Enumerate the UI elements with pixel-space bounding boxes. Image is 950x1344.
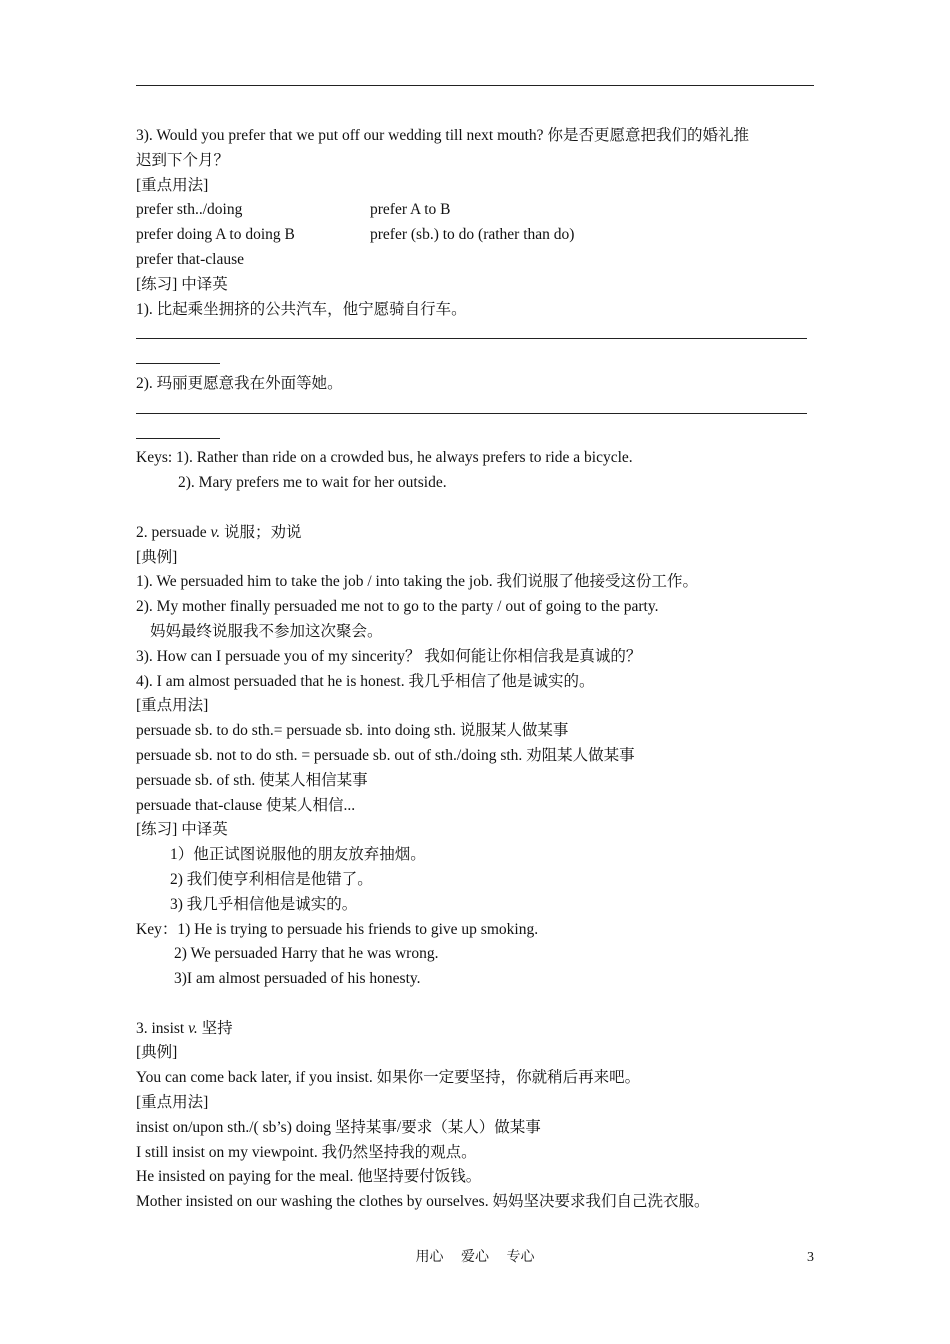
keys-line: Key：1) He is trying to persuade his friends to give up smoking.	[136, 920, 539, 938]
spacer	[136, 992, 820, 1017]
usage-row: insist on/upon sth./( sb’s) doing 坚持某事/要求（某人）做某事	[136, 1118, 541, 1136]
usage-heading: [重点用法]	[136, 697, 209, 715]
usage-heading: [重点用法]	[136, 176, 209, 194]
examples-heading: [典例]	[136, 548, 178, 566]
example-3: 3). Would you prefer that we put off our wedding till next mouth? 你是否更愿意把我们的婚礼推	[136, 127, 749, 144]
exercise-item: 1). 比起乘坐拥挤的公共汽车，他宁愿骑自行车。	[136, 300, 467, 318]
keys-line: Keys: 1). Rather than ride on a crowded bus, he always prefers to ride a bicycle.	[136, 449, 633, 467]
usage-row: persuade sb. of sth. 使某人相信某事	[136, 771, 368, 789]
examples-heading: [典例]	[136, 1044, 178, 1062]
spacer	[136, 496, 820, 521]
page-footer	[136, 1248, 814, 1268]
example-3-continued: 迟到下个月？	[136, 151, 230, 169]
section-title-persuade: 2. persuade v. 说服；劝说	[136, 523, 302, 541]
usage-row: Mother insisted on our washing the clothes by ourselves. 妈妈坚决要求我们自己洗衣服。	[136, 1193, 710, 1211]
example-translation: 妈妈最终说服我不参加这次聚会。	[150, 622, 383, 640]
example-item: 1). We persuaded him to take the job / into taking the job. 我们说服了他接受这份工作。	[136, 573, 698, 591]
keys-line: 2). Mary prefers me to wait for her outside.	[178, 474, 447, 492]
example-item: You can come back later, if you insist. 如果你一定要坚持，你就稍后再来吧。	[136, 1069, 641, 1087]
exercise-item: 2) 我们使亨利相信是他错了。	[170, 870, 373, 888]
header-rule	[136, 85, 814, 86]
exercise-item: 1）他正试图说服他的朋友放弃抽烟。	[170, 846, 426, 864]
page-number: 3	[807, 1250, 814, 1265]
usage-row: I still insist on my viewpoint. 我仍然坚持我的观点。	[136, 1143, 477, 1161]
answer-blank-line[interactable]	[136, 322, 820, 347]
usage-row: prefer sth../doing prefer A to B	[136, 201, 451, 219]
example-item: 3). How can I persuade you of my sincerity？ 我如何能让你相信我是真诚的？	[136, 647, 642, 665]
usage-row: persuade sb. not to do sth. = persuade sb. out of sth./doing sth. 劝阻某人做某事	[136, 746, 635, 764]
keys-line: 3)I am almost persuaded of his honesty.	[174, 970, 421, 988]
exercise-item: 2). 玛丽更愿意我在外面等她。	[136, 374, 343, 392]
usage-row: prefer that-clause	[136, 250, 245, 268]
usage-heading: [重点用法]	[136, 1094, 209, 1112]
footer-motto: 用心 爱心 专心	[415, 1250, 535, 1265]
exercise-item: 3) 我几乎相信他是诚实的。	[170, 895, 358, 913]
example-item: 4). I am almost persuaded that he is honest. 我几乎相信了他是诚实的。	[136, 672, 595, 690]
answer-blank-line[interactable]	[136, 397, 820, 422]
usage-row: prefer doing A to doing B prefer (sb.) to do (rather than do)	[136, 226, 575, 244]
example-item: 2). My mother finally persuaded me not to go to the party / out of going to the party.	[136, 598, 659, 616]
section-title-insist: 3. insist v. 坚持	[136, 1019, 233, 1037]
exercise-heading: [练习] 中译英	[136, 275, 228, 293]
document-body	[136, 124, 820, 1215]
usage-row: persuade that-clause 使某人相信...	[136, 796, 356, 814]
answer-blank-line[interactable]	[136, 347, 820, 372]
exercise-heading: [练习] 中译英	[136, 821, 228, 839]
answer-blank-line[interactable]	[136, 422, 820, 447]
keys-line: 2) We persuaded Harry that he was wrong.	[174, 945, 439, 963]
usage-row: He insisted on paying for the meal. 他坚持要付饭钱。	[136, 1168, 482, 1186]
usage-row: persuade sb. to do sth.= persuade sb. into doing sth. 说服某人做某事	[136, 722, 569, 740]
